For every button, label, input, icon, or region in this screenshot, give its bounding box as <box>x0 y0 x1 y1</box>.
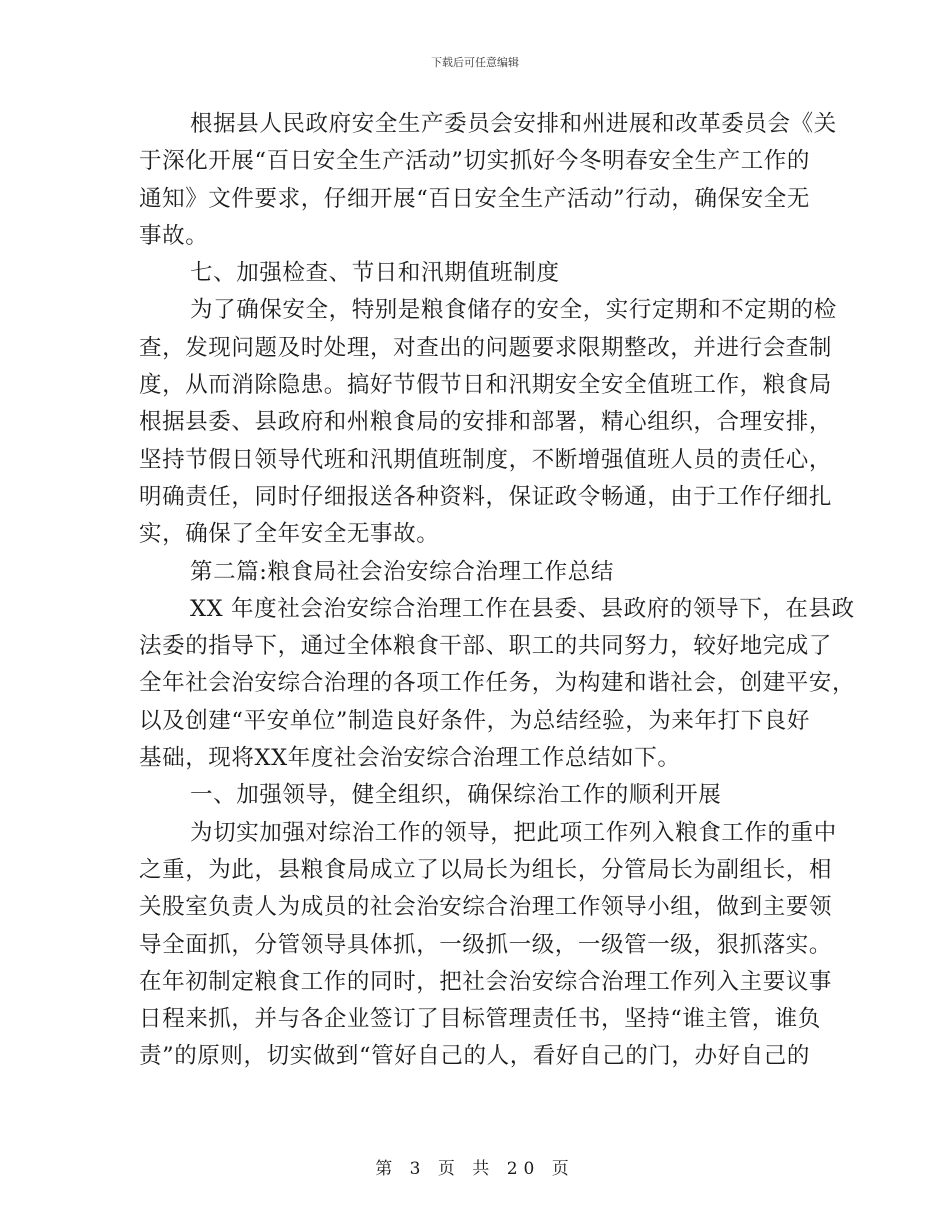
text-line: 七、加强检查、节日和汛期值班制度 <box>190 260 560 287</box>
text-line: 责”的原则，切实做到“管好自己的人，看好自己的门，办好自己的 <box>139 1043 811 1070</box>
text-line: 导全面抓，分管领导具体抓，一级抓一级，一级管一级，狠抓落实。 <box>139 931 833 958</box>
text-line: XX 年度社会治安综合治理工作在县委、县政府的领导下，在县政 <box>190 595 855 622</box>
text-line: 全年社会治安综合治理的各项工作任务，为构建和谐社会，创建平安， <box>139 670 856 697</box>
text-line: 为了确保安全，特别是粮食储存的安全，实行定期和不定期的检 <box>190 297 837 324</box>
text-line: 日程来抓，并与各企业签订了目标管理责任书，坚持“谁主管，谁负 <box>139 1006 822 1033</box>
page-header-note: 下载后可任意编辑 <box>431 56 519 69</box>
text-line: 以及创建“平安单位”制造良好条件，为总结经验，为来年打下良好 <box>139 707 811 734</box>
text-line: 于深化开展“百日安全生产活动”切实抓好今冬明春安全生产工作的 <box>139 148 811 175</box>
text-line: 在年初制定粮食工作的同时，把社会治安综合治理工作列入主要议事 <box>139 968 833 995</box>
text-line: 实，确保了全年安全无事故。 <box>139 521 440 548</box>
text-line: 之重，为此，县粮食局成立了以局长为组长，分管局长为副组长，相 <box>139 856 833 883</box>
text-line: 法委的指导下，通过全体粮食干部、职工的共同努力，较好地完成了 <box>139 633 833 660</box>
text-line: 通知》文件要求，仔细开展“百日安全生产活动”行动，确保安全无 <box>139 185 811 212</box>
text-line: 度，从而消除隐患。搞好节假节日和汛期安全安全值班工作，粮食局 <box>139 372 833 399</box>
text-line: 坚持节假日领导代班和汛期值班制度，不断增强值班人员的责任心， <box>139 446 833 473</box>
text-line: 明确责任，同时仔细报送各种资料，保证政令畅通，由于工作仔细扎 <box>139 483 833 510</box>
text-line: 根据县委、县政府和州粮食局的安排和部署，精心组织，合理安排， <box>139 409 833 436</box>
text-line: 一、加强领导，健全组织，确保综治工作的顺利开展 <box>190 782 722 809</box>
text-line: 查，发现问题及时处理，对查出的问题要求限期整改，并进行会查制 <box>139 334 833 361</box>
page-number: 第 3 页 共 20 页 <box>375 1159 575 1179</box>
text-line: 基础，现将XX年度社会治安综合治理工作总结如下。 <box>139 745 681 772</box>
document-body <box>139 106 856 1076</box>
text-line: 关股室负责人为成员的社会治安综合治理工作领导小组，做到主要领 <box>139 894 833 921</box>
text-line: 第二篇:粮食局社会治安综合治理工作总结 <box>190 558 614 585</box>
text-line: 根据县人民政府安全生产委员会安排和州进展和改革委员会《关 <box>190 111 837 137</box>
text-line: 为切实加强对综治工作的领导，把此项工作列入粮食工作的重中 <box>190 819 837 846</box>
text-line: 事故。 <box>139 222 209 249</box>
